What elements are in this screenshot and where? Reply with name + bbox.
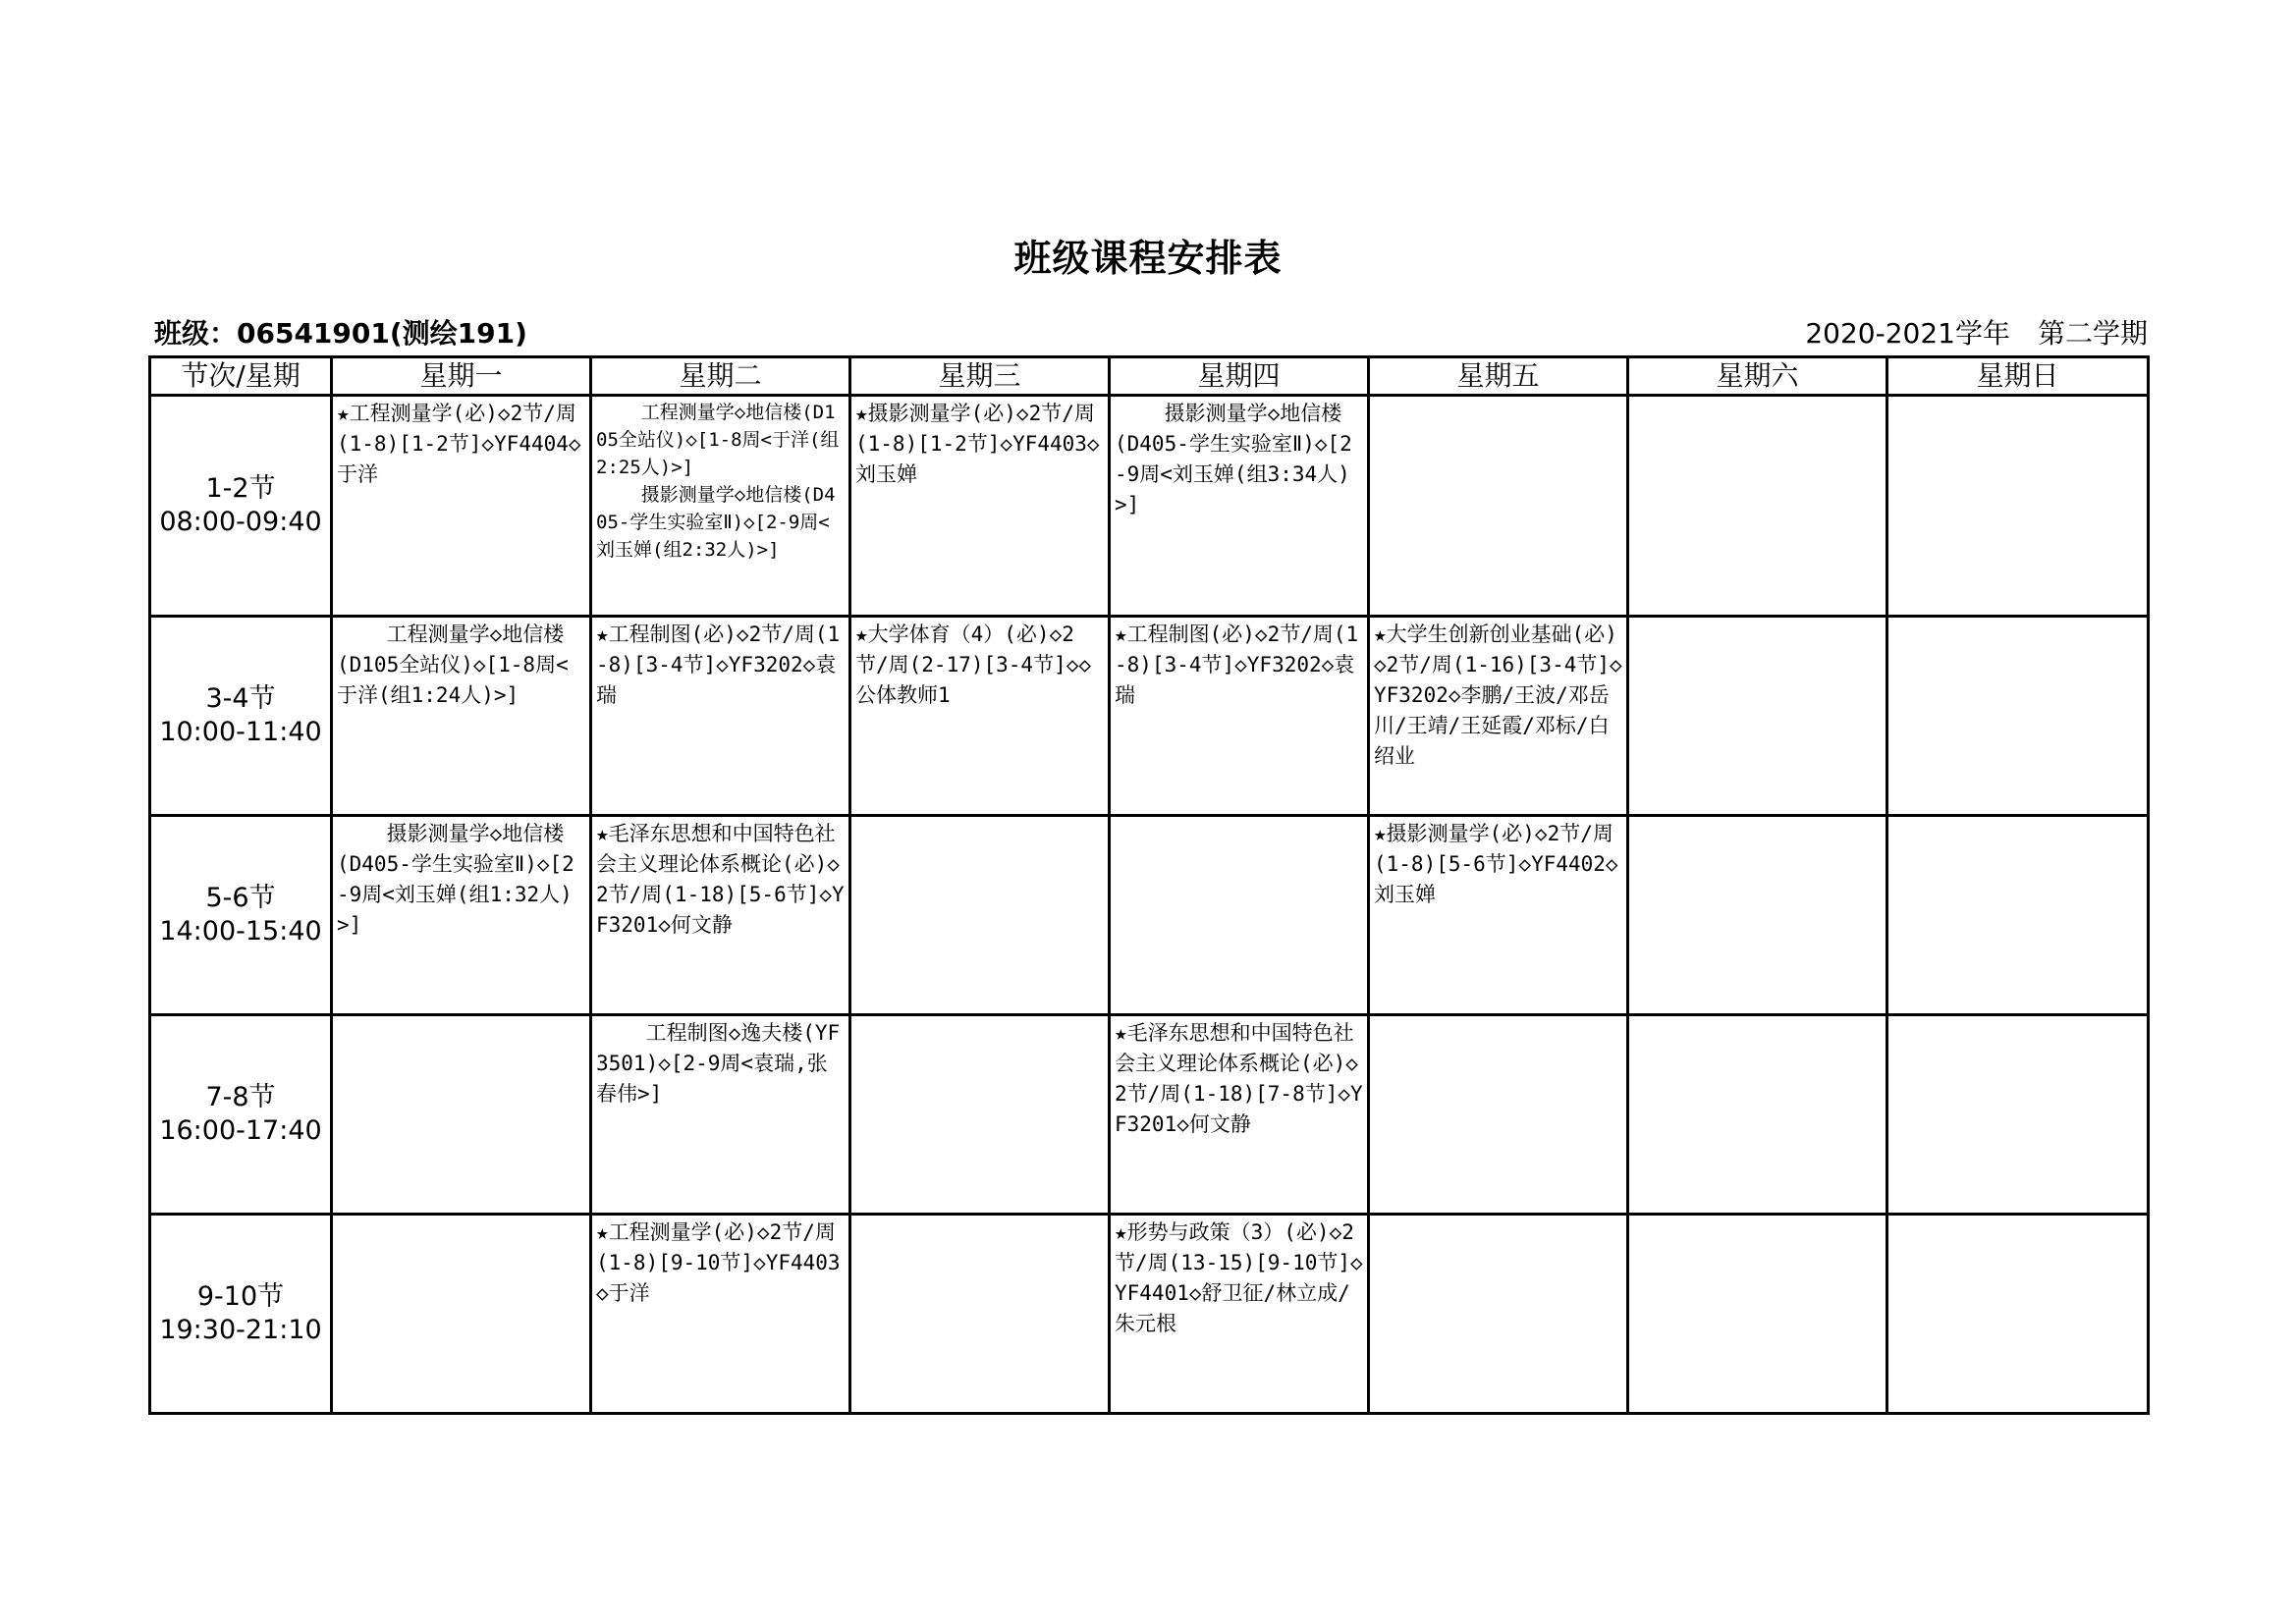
course-text: ★毛泽东思想和中国特色社会主义理论体系概论(必)◇2节/周(1-18)[5-6节]◇YF3201◇何文静 — [596, 822, 845, 937]
course-text — [1370, 397, 1626, 399]
header-day-sun: 星期日 — [1887, 357, 2149, 396]
course-text — [1629, 1016, 1886, 1018]
course-text — [1629, 397, 1886, 399]
time-cell — [150, 1215, 332, 1414]
course-text: ★工程制图(必)◇2节/周(1-8)[3-4节]◇YF3202◇袁瑞 — [1115, 623, 1359, 707]
course-cell — [591, 1215, 850, 1414]
course-text: 工程测量学◇地信楼(D105全站仪)◇[1-8周<于洋(组2:25人)>] 摄影测量学◇地信楼(D405-学生实验室Ⅱ)◇[2-9周<刘玉婵(组2:32人)>] — [596, 402, 840, 561]
course-cell — [1369, 816, 1628, 1015]
course-cell — [1110, 1015, 1369, 1215]
semester: 第二学期 — [2037, 317, 2148, 350]
course-cell — [591, 617, 850, 816]
course-text: 摄影测量学◇地信楼(D405-学生实验室Ⅱ)◇[2-9周<刘玉婵(组3:34人)>] — [1115, 402, 1352, 516]
period-label: 5-6节 — [205, 883, 276, 913]
course-cell — [332, 617, 591, 816]
course-cell — [850, 816, 1110, 1015]
course-cell — [1369, 617, 1628, 816]
course-text: 工程制图◇逸夫楼(YF3501)◇[2-9周<袁瑞,张春伟>] — [596, 1021, 841, 1106]
header-day-fri: 星期五 — [1369, 357, 1628, 396]
table-row — [150, 1215, 2149, 1414]
course-text: ★大学体育（4）(必)◇2节/周(2-17)[3-4节]◇◇公体教师1 — [855, 623, 1092, 707]
header-corner: 节次/星期 — [150, 357, 332, 396]
course-cell — [1110, 816, 1369, 1015]
course-text — [1888, 817, 2147, 819]
header-row — [150, 357, 2149, 396]
course-text — [851, 1216, 1108, 1218]
course-text: ★摄影测量学(必)◇2节/周(1-8)[5-6节]◇YF4402◇刘玉婵 — [1374, 822, 1618, 906]
course-cell — [1887, 617, 2149, 816]
course-cell — [1628, 816, 1887, 1015]
course-cell — [1628, 1015, 1887, 1215]
course-cell — [1628, 617, 1887, 816]
course-cell — [1369, 1015, 1628, 1215]
course-text — [1370, 1016, 1626, 1018]
course-cell — [1110, 396, 1369, 617]
course-cell — [1369, 1215, 1628, 1414]
course-text — [1629, 1216, 1886, 1218]
time-cell — [150, 617, 332, 816]
term-label — [1805, 312, 2148, 352]
course-cell — [1887, 396, 2149, 617]
period-label: 3-4节 — [205, 683, 276, 714]
schedule-table — [148, 355, 2150, 1415]
course-cell — [1887, 1015, 2149, 1215]
course-cell — [1110, 1215, 1369, 1414]
course-text: 工程测量学◇地信楼(D105全站仪)◇[1-8周<于洋(组1:24人)>] — [337, 623, 569, 707]
course-cell — [1110, 617, 1369, 816]
course-text — [1629, 817, 1886, 819]
course-cell — [1628, 1215, 1887, 1414]
course-cell — [591, 1015, 850, 1215]
period-hours: 19:30-21:10 — [159, 1315, 322, 1345]
course-text — [333, 1216, 589, 1218]
period-hours: 08:00-09:40 — [159, 507, 322, 537]
course-text — [851, 1016, 1108, 1018]
course-cell — [332, 1015, 591, 1215]
course-cell — [850, 396, 1110, 617]
time-cell — [150, 396, 332, 617]
course-text: ★工程测量学(必)◇2节/周(1-8)[9-10节]◇YF4403◇于洋 — [596, 1220, 841, 1305]
course-cell — [591, 396, 850, 617]
header-day-sat: 星期六 — [1628, 357, 1887, 396]
course-cell — [850, 1015, 1110, 1215]
period-hours: 14:00-15:40 — [159, 916, 322, 947]
table-row — [150, 1015, 2149, 1215]
header-day-thu: 星期四 — [1110, 357, 1369, 396]
course-text — [333, 1016, 589, 1018]
time-cell — [150, 816, 332, 1015]
academic-year: 2020-2021学年 — [1805, 317, 2010, 350]
header-day-mon: 星期一 — [332, 357, 591, 396]
course-text — [1888, 618, 2147, 620]
course-text — [1888, 1216, 2147, 1218]
course-cell — [591, 816, 850, 1015]
course-text: ★形势与政策（3）(必)◇2节/周(13-15)[9-10节]◇YF4401◇舒卫征/林立成/朱元根 — [1115, 1220, 1363, 1335]
course-text — [1629, 618, 1886, 620]
course-text — [851, 817, 1108, 819]
period-label: 7-8节 — [205, 1082, 276, 1112]
period-label: 9-10节 — [196, 1281, 285, 1312]
header-day-wed: 星期三 — [850, 357, 1110, 396]
page-title: 班级课程安排表 — [1013, 237, 1283, 280]
course-cell — [850, 1215, 1110, 1414]
course-text — [1888, 1016, 2147, 1018]
course-text: 摄影测量学◇地信楼(D405-学生实验室Ⅱ)◇[2-9周<刘玉婵(组1:32人)>] — [337, 822, 574, 937]
course-text: ★摄影测量学(必)◇2节/周(1-8)[1-2节]◇YF4403◇刘玉婵 — [855, 402, 1100, 486]
table-row — [150, 816, 2149, 1015]
header-day-tue: 星期二 — [591, 357, 850, 396]
course-text: ★大学生创新创业基础(必)◇2节/周(1-16)[3-4节]◇YF3202◇李鹏/王波/邓岳川/王靖/王延霞/邓标/白绍业 — [1374, 623, 1622, 768]
course-text: ★毛泽东思想和中国特色社会主义理论体系概论(必)◇2节/周(1-18)[7-8节]◇YF3201◇何文静 — [1115, 1021, 1363, 1136]
course-cell — [1628, 396, 1887, 617]
course-cell — [332, 816, 591, 1015]
period-hours: 10:00-11:40 — [159, 717, 322, 747]
course-cell — [850, 617, 1110, 816]
course-cell — [1887, 816, 2149, 1015]
period-hours: 16:00-17:40 — [159, 1115, 322, 1146]
course-text — [1370, 1216, 1626, 1218]
course-cell — [1887, 1215, 2149, 1414]
course-text: ★工程测量学(必)◇2节/周(1-8)[1-2节]◇YF4404◇于洋 — [337, 402, 581, 486]
course-text — [1111, 817, 1367, 819]
table-row — [150, 396, 2149, 617]
time-cell — [150, 1015, 332, 1215]
period-label: 1-2节 — [205, 473, 276, 504]
course-text: ★工程制图(必)◇2节/周(1-8)[3-4节]◇YF3202◇袁瑞 — [596, 623, 841, 707]
course-cell — [332, 396, 591, 617]
course-cell — [332, 1215, 591, 1414]
table-row — [150, 617, 2149, 816]
course-cell — [1369, 396, 1628, 617]
course-text — [1888, 397, 2147, 399]
class-label: 班级：06541901(测绘191) — [154, 317, 527, 350]
